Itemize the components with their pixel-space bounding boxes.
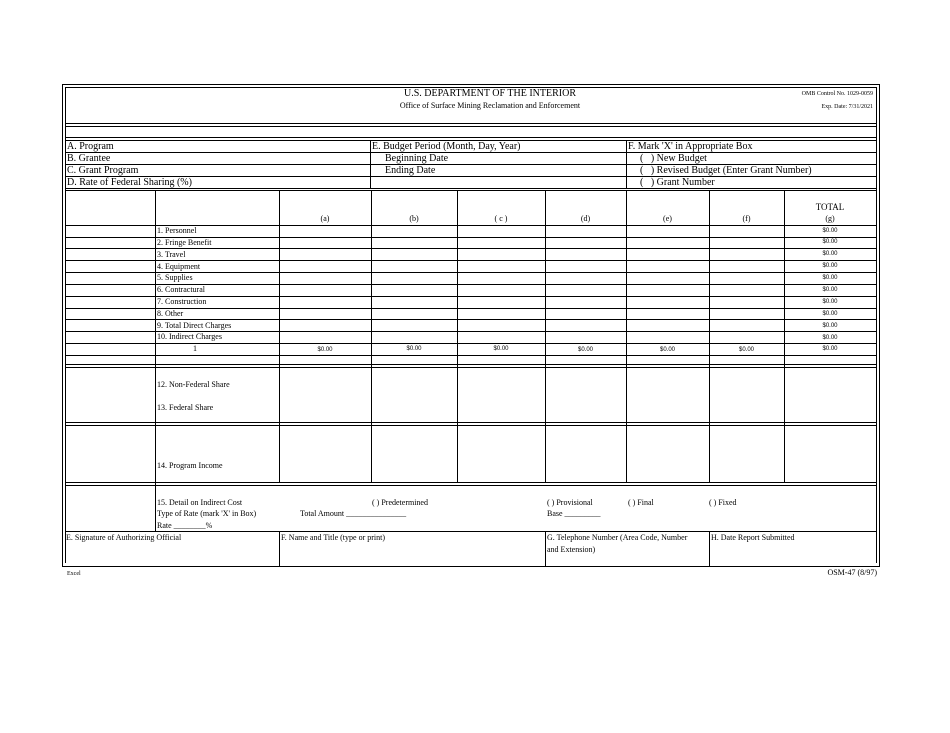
final-checkbox[interactable]: ( ) Final: [628, 498, 654, 507]
grant-number-label: ) Grant Number: [650, 177, 715, 188]
telephone-field-line2: and Extension): [547, 545, 596, 554]
row-label-other: 8. Other: [157, 309, 184, 318]
row-total-personnel: $0.00: [822, 228, 838, 234]
row-total-construction: $0.00: [822, 299, 838, 305]
form-number-label: OSM-47 (8/97): [827, 568, 877, 577]
type-of-rate-label: Type of Rate (mark 'X' in Box): [157, 509, 257, 518]
row-label-supplies: 5. Supplies: [157, 273, 193, 282]
agency-title: U.S. DEPARTMENT OF THE INTERIOR: [403, 88, 576, 99]
row11-value-d: $0.00: [577, 347, 593, 353]
new-budget-checkbox[interactable]: [640, 154, 707, 164]
non-federal-share-label: 12. Non-Federal Share: [157, 380, 230, 389]
row-total-equipment: $0.00: [822, 263, 838, 269]
row-label-fringe-benefit: 2. Fringe Benefit: [157, 238, 212, 247]
total-column-header: TOTAL: [815, 202, 845, 212]
federal-share-label: 13. Federal Share: [157, 403, 214, 412]
predetermined-checkbox[interactable]: ( ) Predetermined: [372, 498, 428, 507]
fixed-checkbox[interactable]: ( ) Fixed: [709, 498, 737, 507]
ending-date-field[interactable]: Ending Date: [385, 165, 436, 176]
row-label-indirect-charges: 10. Indirect Charges: [157, 332, 222, 341]
row11-value-a: $0.00: [317, 347, 333, 353]
row-label-personnel: 1. Personnel: [157, 226, 197, 235]
row-total-contractural: $0.00: [822, 287, 838, 293]
row11-value-e: $0.00: [659, 347, 675, 353]
mark-box-label: F. Mark 'X' in Appropriate Box: [628, 141, 753, 152]
program-field-label[interactable]: A. Program: [67, 141, 114, 152]
indirect-cost-detail-label: 15. Detail on Indirect Cost: [157, 498, 243, 507]
provisional-checkbox[interactable]: ( ) Provisional: [547, 498, 593, 507]
row-label-11: 1: [193, 344, 197, 353]
new-budget-label: ) New Budget: [650, 153, 707, 164]
row-total-other: $0.00: [822, 311, 838, 317]
name-title-field[interactable]: F. Name and Title (type or print): [281, 533, 386, 542]
row-total-travel: $0.00: [822, 251, 838, 257]
row-total-supplies: $0.00: [822, 275, 838, 281]
column-header-f: (f): [742, 214, 751, 223]
row-total-total-direct-charges: $0.00: [822, 323, 838, 329]
paren-open: (: [640, 165, 644, 176]
column-header-e: (e): [663, 214, 672, 223]
omb-control-number: OMB Control No. 1029-0059: [801, 91, 873, 97]
row-label-contractural: 6. Contractural: [157, 285, 205, 294]
column-header-c: ( c ): [494, 214, 508, 223]
row-label-construction: 7. Construction: [157, 297, 207, 306]
column-header-a: (a): [320, 214, 330, 223]
grant-number-checkbox[interactable]: [640, 178, 715, 188]
expiration-date: Exp. Date: 7/31/2021: [821, 104, 873, 110]
row11-value-f: $0.00: [738, 347, 754, 353]
column-header-b: (b): [409, 214, 419, 223]
grantee-field-label[interactable]: B. Grantee: [67, 153, 111, 164]
beginning-date-field[interactable]: Beginning Date: [385, 153, 449, 164]
signature-field[interactable]: E. Signature of Authorizing Official: [66, 533, 182, 542]
budget-period-label: E. Budget Period (Month, Day, Year): [372, 141, 521, 152]
federal-sharing-rate-label[interactable]: D. Rate of Federal Sharing (%): [67, 177, 192, 188]
rate-field[interactable]: Rate ________%: [157, 521, 213, 530]
paren-open: (: [640, 177, 644, 188]
telephone-field-line1[interactable]: G. Telephone Number (Area Code, Number: [547, 533, 688, 542]
total-amount-field[interactable]: Total Amount _______________: [300, 509, 407, 518]
row-label-travel: 3. Travel: [157, 250, 186, 259]
row-total-indirect-charges: $0.00: [822, 335, 838, 341]
excel-source-label: Excel: [67, 571, 81, 577]
row-label-equipment: 4. Equipment: [157, 262, 201, 271]
grant-program-field-label[interactable]: C. Grant Program: [67, 165, 139, 176]
row11-value-b: $0.00: [406, 346, 422, 352]
revised-budget-label: ) Revised Budget (Enter Grant Number): [650, 165, 812, 176]
program-income-label: 14. Program Income: [157, 461, 223, 470]
column-header-d: (d): [580, 214, 591, 223]
date-report-submitted-field[interactable]: H. Date Report Submitted: [711, 533, 795, 542]
base-field[interactable]: Base _________: [547, 509, 601, 518]
office-subtitle: Office of Surface Mining Reclamation and Enforcement: [399, 101, 581, 110]
revised-budget-checkbox[interactable]: [640, 166, 812, 176]
paren-open: (: [640, 153, 644, 164]
row11-value-c: $0.00: [493, 346, 509, 352]
row11-value-total: $0.00: [822, 346, 838, 352]
row-total-fringe-benefit: $0.00: [822, 239, 838, 245]
total-column-subheader: (g): [825, 214, 835, 223]
row-label-total-direct-charges: 9. Total Direct Charges: [157, 321, 232, 330]
